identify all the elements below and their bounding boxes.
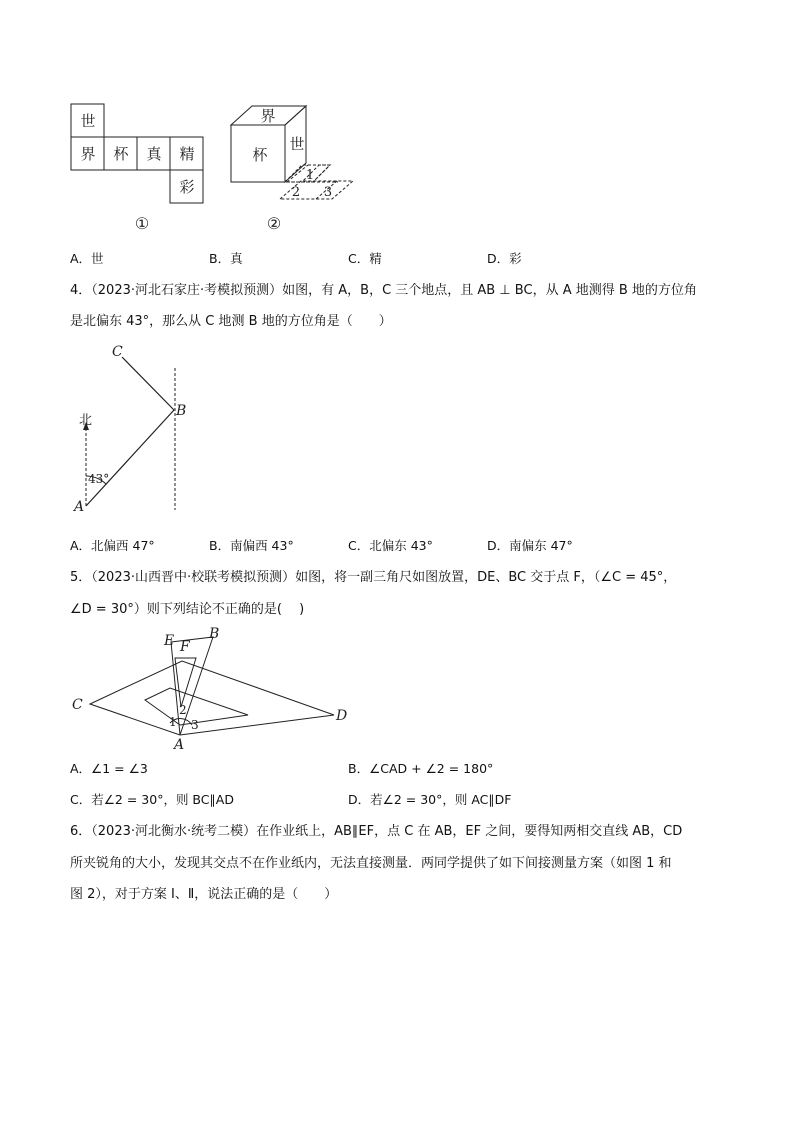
segment-ab — [86, 410, 174, 506]
figure-2-label: ② — [266, 214, 282, 233]
cube-num-2: 2 — [291, 185, 301, 200]
q6-stem-line-1: 6．（2023·河北衡水·统考二模）在作业纸上，AB∥EF，点 C 在 AB，EF 之间，要得知两相交直线 AB，CD — [70, 824, 683, 839]
q4-figure — [70, 340, 200, 520]
q5-option-d[interactable]: D．若∠2 = 30°，则 AC∥DF — [348, 792, 512, 807]
q5-angle-2: 2 — [179, 703, 187, 717]
q5-label-b: B — [209, 626, 220, 642]
q5-figure-svg — [70, 625, 360, 755]
cube-svg — [228, 103, 363, 233]
q6-stem-line-2: 所夹锐角的大小，发现其交点不在作业纸内，无法直接测量．两同学提供了如下间接测量方案（如图 1 和 — [70, 856, 672, 871]
q5-label-e: E — [164, 633, 175, 649]
q5-label-d: D — [336, 708, 348, 724]
cube-text-top: 界 — [260, 107, 276, 125]
q4-angle-label: 43° — [88, 472, 110, 486]
q4-option-d[interactable]: D．南偏东 47° — [487, 538, 573, 553]
cube-figure — [228, 103, 363, 233]
net-text-jing: 精 — [179, 145, 195, 163]
set-square-30 — [90, 661, 334, 735]
q4-label-b: B — [176, 403, 187, 419]
q4-option-b[interactable]: B．南偏西 43° — [209, 538, 294, 553]
q5-label-c: C — [72, 697, 83, 713]
q5-label-f: F — [180, 639, 190, 655]
net-text-shi: 世 — [80, 112, 96, 130]
cube-num-1: 1 — [305, 168, 315, 183]
segment-cb — [122, 357, 174, 410]
q5-figure — [70, 625, 360, 755]
cube-net-svg — [70, 103, 210, 233]
cube-text-side: 世 — [289, 135, 305, 153]
cube-net-figure — [70, 103, 210, 233]
q4-stem-line-2: 是北偏东 43°，那么从 C 地测 B 地的方位角是（ ） — [70, 314, 392, 329]
q5-angle-3: 3 — [191, 718, 199, 732]
q5-stem-line-1: 5．（2023·山西晋中·校联考模拟预测）如图，将一副三角尺如图放置，DE、BC 交于点 F，（∠C = 45°， — [70, 570, 677, 585]
q4-label-a: A — [74, 499, 85, 515]
net-text-cai: 彩 — [179, 178, 195, 196]
q5-option-b[interactable]: B．∠CAD + ∠2 = 180° — [348, 761, 494, 776]
q5-angle-1: 1 — [169, 715, 177, 729]
q5-stem-line-2: ∠D = 30°）则下列结论不正确的是( ) — [70, 602, 305, 617]
cube-text-front: 杯 — [252, 146, 268, 164]
q3-option-d[interactable]: D．彩 — [487, 251, 522, 266]
net-text-bei: 杯 — [113, 145, 129, 163]
cube-num-3: 3 — [323, 185, 333, 200]
q4-north-label: 北 — [79, 413, 93, 428]
q4-figure-svg — [70, 340, 200, 520]
figure-1-label: ① — [134, 214, 150, 233]
q4-option-c[interactable]: C．北偏东 43° — [348, 538, 433, 553]
net-text-jie: 界 — [80, 145, 96, 163]
q3-option-a[interactable]: A．世 — [70, 251, 104, 266]
q5-option-c[interactable]: C．若∠2 = 30°，则 BC∥AD — [70, 792, 234, 807]
q3-option-c[interactable]: C．精 — [348, 251, 382, 266]
q4-label-c: C — [112, 344, 123, 360]
q3-option-b[interactable]: B．真 — [209, 251, 243, 266]
q6-stem-line-3: 图 2），对于方案 Ⅰ、Ⅱ，说法正确的是（ ） — [70, 887, 338, 902]
q4-stem-line-1: 4．（2023·河北石家庄·考模拟预测）如图，有 A，B，C 三个地点，且 AB ⊥ BC，从 A 地测得 B 地的方位角 — [70, 283, 697, 298]
q5-option-a[interactable]: A．∠1 = ∠3 — [70, 761, 148, 776]
q5-label-a: A — [174, 737, 185, 753]
net-text-zhen: 真 — [146, 145, 162, 163]
q4-option-a[interactable]: A．北偏西 47° — [70, 538, 155, 553]
